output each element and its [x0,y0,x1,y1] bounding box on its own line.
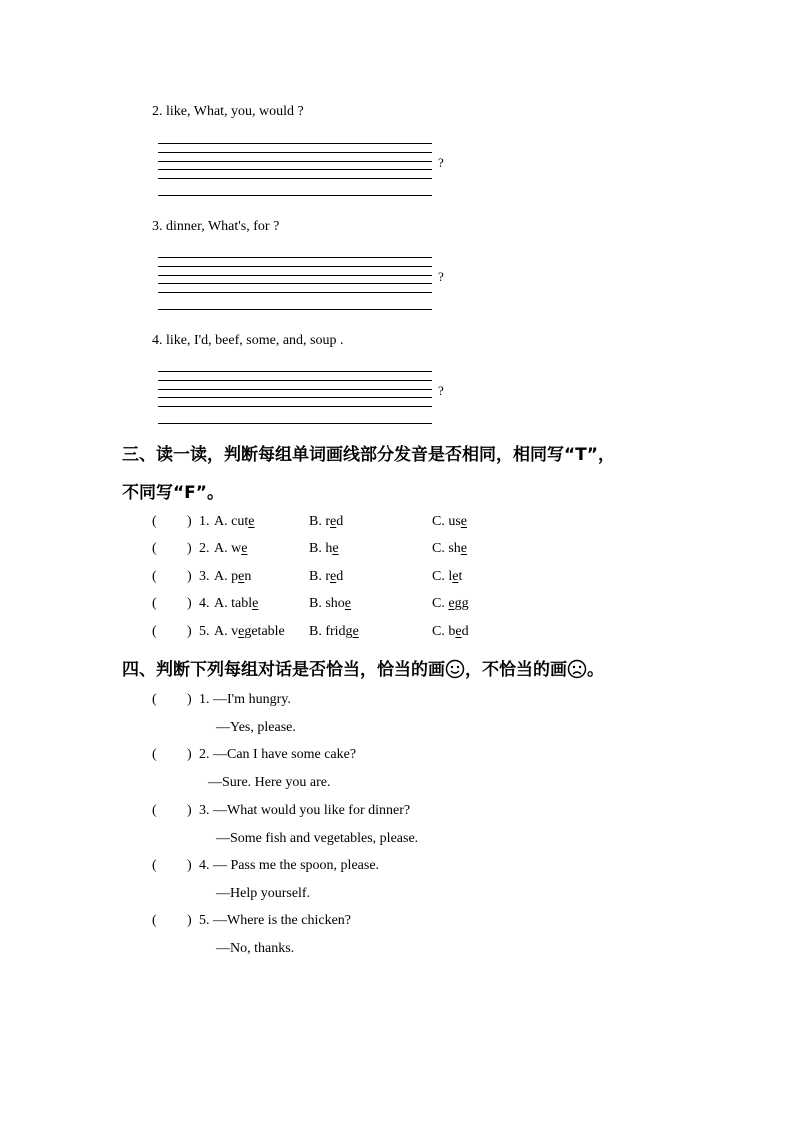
option-a-prefix: A. cut [214,514,249,529]
option-c-prefix: C. [432,596,449,611]
open-paren: ( [152,747,157,762]
pronunciation-row [0,569,793,589]
dialogue-question: 5. —Where is the chicken? [199,913,351,928]
pronunciation-row [0,514,793,534]
option-a [214,596,258,612]
option-a-suffix: n [244,569,252,584]
close-paren: ) [187,596,192,611]
section-4-title [122,655,604,680]
item-number: 2. [199,541,210,556]
option-c-prefix: C. sh [432,541,461,556]
answer-lines-2[interactable] [158,143,444,199]
option-c-prefix: C. l [432,569,453,584]
section-4-title-part1: 四、判断下列每组对话是否恰当，恰当的画 [122,660,445,680]
option-b [309,624,359,640]
section-3-title-line2: 不同写“F”。 [122,483,224,503]
open-paren: ( [152,624,157,639]
close-paren: ) [187,913,192,928]
option-c [432,541,467,557]
close-paren: ) [187,624,192,639]
option-a-prefix: A. tabl [214,596,253,611]
option-c [432,569,462,585]
open-paren: ( [152,692,157,707]
option-c-underlined-letter: e [452,569,459,584]
smiley-face-icon [445,659,465,679]
option-a-underlined-letter: e [241,541,248,556]
option-b [309,596,351,612]
section-4-title-part2: ，不恰当的画 [465,660,567,680]
option-b-prefix: B. h [309,541,333,556]
close-paren: ) [187,858,192,873]
close-paren: ) [187,541,192,556]
option-c-underlined-letter: e [455,624,462,639]
option-c [432,624,469,640]
dialogue-response: —No, thanks. [216,941,295,956]
option-c-prefix: C. us [432,514,461,529]
dialogue-question: 3. —What would you like for dinner? [199,803,411,818]
dialogue-response: —Yes, please. [216,720,296,735]
frowning-face-icon [567,659,587,679]
question-mark: ? [438,269,444,284]
question-3-prompt: 3. dinner, What's, for ? [152,219,280,234]
option-b [309,514,343,530]
close-paren: ) [187,747,192,762]
open-paren: ( [152,913,157,928]
dialogue-item [0,692,793,735]
option-c-prefix: C. b [432,624,456,639]
option-c [432,596,469,612]
open-paren: ( [152,541,157,556]
close-paren: ) [187,803,192,818]
option-b-underlined-letter: e [344,596,352,611]
option-a-prefix: A. v [214,624,239,639]
close-paren: ) [187,569,192,584]
option-c-underlined-letter: e [448,596,455,611]
dialogue-item [0,858,793,901]
option-a-underlined-letter: e [238,624,245,639]
open-paren: ( [152,596,157,611]
pronunciation-row [0,624,793,644]
pronunciation-row [0,541,793,561]
option-b-prefix: B. r [309,569,330,584]
question-mark: ? [438,155,444,170]
dialogue-response: —Help yourself. [216,886,311,901]
option-c-underlined-letter: e [460,514,468,529]
option-a [214,569,251,585]
option-b-underlined-letter: e [332,541,339,556]
question-2-prompt: 2. like, What, you, would ? [152,104,304,119]
open-paren: ( [152,514,157,529]
option-c-suffix: t [458,569,463,584]
close-paren: ) [187,692,192,707]
open-paren: ( [152,569,157,584]
option-b-underlined-letter: e [330,569,337,584]
option-c-suffix: d [461,624,469,639]
option-b-suffix: d [336,514,344,529]
section-4-title-part3: 。 [587,660,604,680]
option-b-suffix: d [336,569,344,584]
option-a-prefix: A. w [214,541,242,556]
option-b [309,541,339,557]
dialogue-response: —Sure. Here you are. [208,775,331,790]
dialogue-question: 1. —I'm hungry. [199,692,291,707]
dialogue-item [0,803,793,846]
option-a-prefix: A. p [214,569,239,584]
question-4-prompt: 4. like, I'd, beef, some, and, soup . [152,333,344,348]
item-number: 3. [199,569,210,584]
option-a-suffix: getable [244,624,285,639]
option-c [432,514,467,530]
open-paren: ( [152,858,157,873]
option-b-prefix: B. fridg [309,624,353,639]
item-number: 5. [199,624,210,639]
option-c-underlined-letter: e [460,541,468,556]
option-b-underlined-letter: e [352,624,359,639]
section-3-title-line1: 三、读一读，判断每组单词画线部分发音是否相同，相同写“T”， [122,445,615,465]
dialogue-response: —Some fish and vegetables, please. [216,831,419,846]
option-a-underlined-letter: e [238,569,245,584]
option-a [214,514,254,530]
option-a-underlined-letter: e [248,514,255,529]
open-paren: ( [152,803,157,818]
dialogue-question: 4. — Pass me the spoon, please. [199,858,380,873]
option-b [309,569,343,585]
option-a [214,624,285,640]
item-number: 1. [199,514,210,529]
dialogue-item [0,747,793,790]
item-number: 4. [199,596,210,611]
answer-lines-4[interactable] [158,371,444,427]
option-b-prefix: B. sho [309,596,345,611]
close-paren: ) [187,514,192,529]
option-b-prefix: B. r [309,514,330,529]
question-mark: ? [438,383,444,398]
pronunciation-row [0,596,793,616]
option-b-underlined-letter: e [330,514,337,529]
answer-lines-3[interactable] [158,257,444,313]
dialogue-item [0,913,793,956]
dialogue-question: 2. —Can I have some cake? [199,747,357,762]
option-a-underlined-letter: e [252,596,259,611]
option-a [214,541,247,557]
option-c-suffix: gg [454,596,469,611]
